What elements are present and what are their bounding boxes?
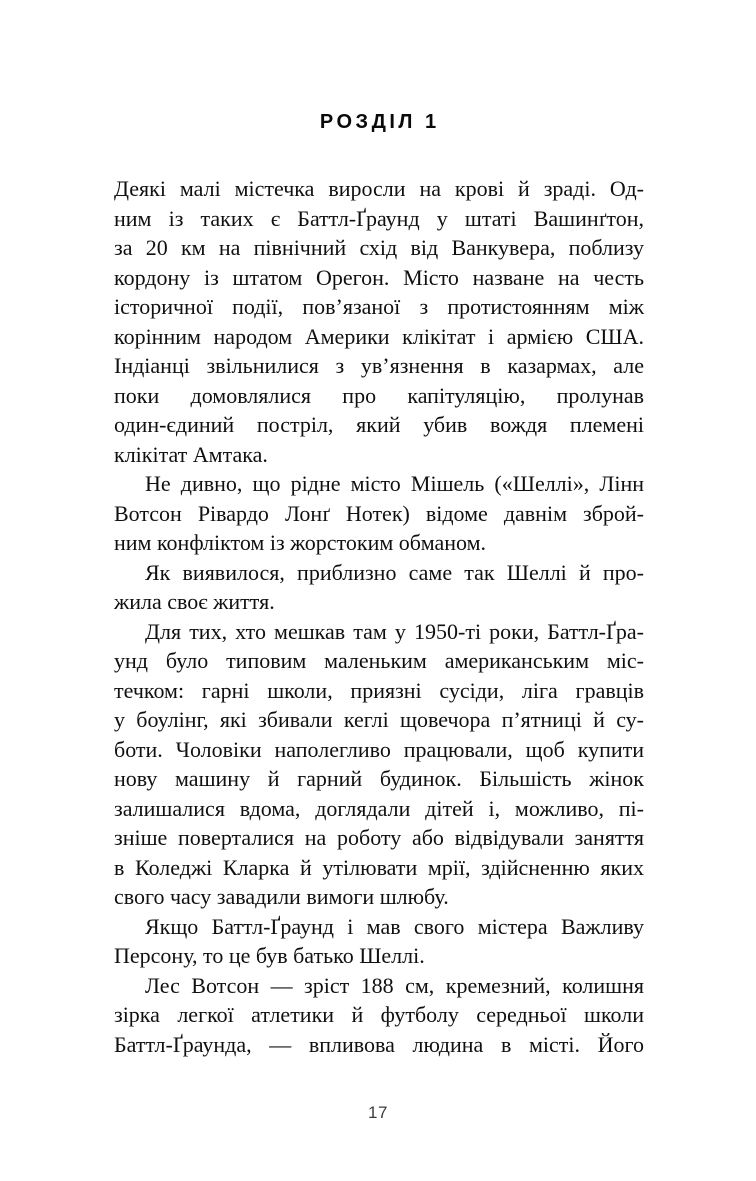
text-line: Лес Вотсон — зріст 188 см, кремезний, колишня (145, 972, 644, 998)
text-line: течком: гарні школи, приязні сусіди, ліга гравців (114, 677, 644, 703)
text-line: кордону із штатом Орегон. Місто назване на честь (114, 264, 644, 290)
text-line: нову машину й гарний будинок. Більшість жінок (114, 766, 644, 791)
text-line: Не дивно, що рідне місто Мішель («Шеллі», Лінн (145, 471, 644, 496)
text-line: Персону, то це був батько Шеллі. (114, 943, 425, 968)
body-text-block (114, 174, 644, 1059)
text-line: один-єдиний постріл, який убив вождя племені (114, 412, 644, 437)
text-line: Як виявилося, приблизно саме так Шеллі й про- (145, 559, 644, 585)
chapter-heading: РОЗДІЛ 1 (319, 111, 440, 133)
text-line: унд було типовим маленьким американським міс- (114, 648, 644, 673)
text-line: ним конфліктом із жорстоким обманом. (114, 530, 487, 555)
text-line: за 20 км на північний схід від Ванкувера, поблизу (114, 235, 644, 260)
text-line: Вотсон Рівардо Лонґ Нотек) відоме давнім зброй- (114, 500, 644, 526)
text-line: корінним народом Америки клікітат і армією США. (114, 323, 644, 349)
text-line: клікітат Амтака. (114, 441, 268, 467)
text-line: Для тих, хто мешкав там у 1950-ті роки, Баттл-Ґра- (145, 618, 644, 644)
text-line: історичної події, пов’язаної з протистоянням між (114, 294, 644, 319)
text-line: в Коледжі Кларка й утілювати мрії, здійсненню яких (114, 854, 644, 880)
text-line: Якщо Баттл-Ґраунд і мав свого містера Важливу (145, 913, 644, 939)
page-number: 17 (368, 1103, 388, 1122)
text-line: зірка легкої атлетики й футболу середньої школи (114, 1002, 644, 1027)
text-line: боти. Чоловіки наполегливо працювали, щоб купити (114, 736, 644, 762)
text-line: Баттл-Ґраунда, — впливова людина в місті. Його (114, 1031, 644, 1057)
text-line: залишалися вдома, доглядали дітей і, можливо, пі- (114, 795, 644, 821)
text-line: зніше поверталися на роботу або відвідували заняття (114, 825, 644, 850)
text-line: ним із таких є Баттл-Ґраунд у штаті Вашинґтон, (114, 205, 644, 231)
text-line: жила своє життя. (114, 589, 275, 614)
text-line: Деякі малі містечка виросли на крові й зраді. Од- (114, 176, 644, 201)
text-line: поки домовлялися про капітуляцію, пролунав (114, 382, 644, 408)
text-line: Індіанці звільнилися з ув’язнення в казармах, але (114, 353, 644, 378)
text-line: у боулінг, які збивали кеглі щовечора п’ятниці й су- (114, 707, 644, 732)
text-line: свого часу завадили вимоги шлюбу. (114, 884, 449, 909)
